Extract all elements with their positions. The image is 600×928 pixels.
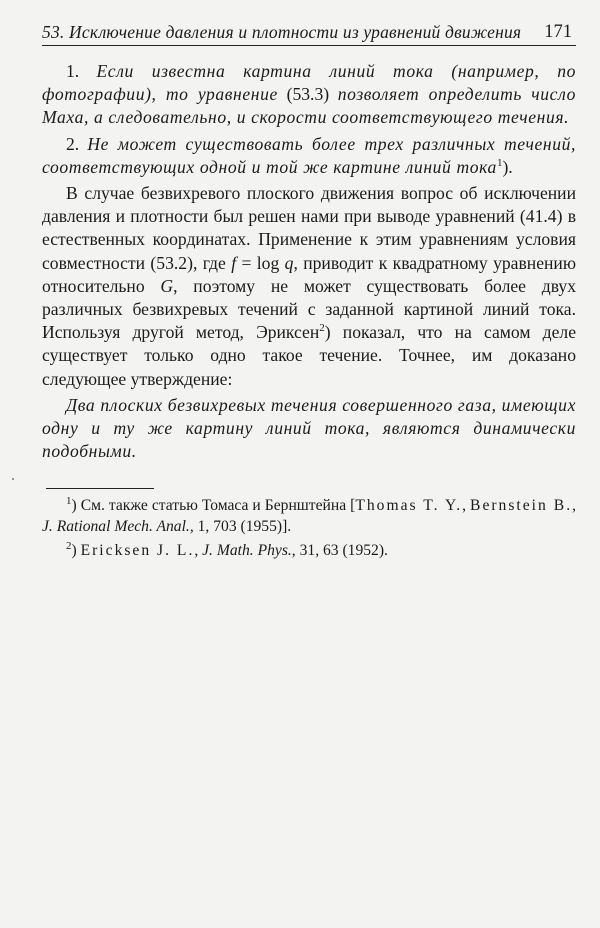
- footnote-1: [42, 495, 576, 537]
- footnote-ref-2[interactable]: 2: [319, 322, 325, 335]
- p2-end: ).: [502, 156, 513, 177]
- fn2-journal: J. Math. Phys.: [202, 542, 292, 560]
- p1-italic-b: позволяет определить число Маха, а следовательно, и скорости соответствующего течения.: [42, 84, 576, 128]
- fn2-text-c: , 31, 63 (1952).: [291, 542, 388, 560]
- fn2-author-ericksen: Ericksen J. L.: [80, 542, 195, 560]
- fn1-author-bernstein: Bernstein B.: [470, 497, 573, 515]
- equation-ref: (53.3): [277, 84, 338, 105]
- footnote-2: [42, 540, 576, 561]
- main-text: [42, 60, 576, 561]
- fn2-text-a: ): [71, 542, 81, 560]
- p1-italic-a: Если известна картина линий тока (например, по фотографии), то уравнение: [42, 61, 577, 105]
- running-header: [42, 14, 576, 46]
- math-f: f: [231, 252, 237, 273]
- margin-speck: [12, 478, 14, 480]
- footnote-mark-2: 2: [66, 540, 72, 553]
- paragraph-1: [42, 60, 576, 130]
- fn1-author-thomas: Thomas T. Y.: [355, 497, 463, 515]
- fn1-text-c: , 1, 703 (1955)].: [189, 518, 292, 536]
- paragraph-2: [42, 133, 576, 179]
- p3-text-c: , поэтому не может существовать более двух различных безвихревых течений с заданной картиной линий тока. Используя другой метод, Эриксен: [42, 275, 576, 343]
- page-number: 171: [544, 22, 572, 42]
- p2-italic: Не может существовать более трех различных течений, соответствующих одной и той же картине линий тока: [42, 133, 576, 177]
- math-q: q: [284, 252, 294, 273]
- item-number-1: 1.: [66, 61, 97, 81]
- theorem-statement: Два плоских безвихревых течения совершенного газа, имеющих одну и ту же картину линий тока, являются динамически подобными.: [42, 394, 576, 462]
- fn2-text-b: ,: [194, 542, 203, 560]
- footnote-separator: [46, 488, 154, 489]
- p3-text-d: ) показал, что на самом деле существует только одно такое течение. Точнее, им доказано следующее утверждение:: [42, 322, 576, 389]
- footnotes: [42, 495, 576, 561]
- p3-text-a: В случае безвихревого плоского движения вопрос об исключении давления и плотности был решен нами при выводе уравнений (41.4) в естественных координатах. Применение к этим уравнениям условия совместности (53.2), где: [42, 183, 576, 273]
- footnote-mark-1: 1: [66, 495, 72, 508]
- fn1-sep: ,: [462, 497, 471, 515]
- math-G: G: [160, 275, 174, 296]
- p3-text-b: , приводит к квадратному уравнению относительно: [42, 252, 576, 296]
- fn1-journal: J. Rational Mech. Anal.: [42, 518, 190, 536]
- item-number-2: 2.: [66, 133, 88, 154]
- paragraph-3: [42, 182, 576, 391]
- fn1-text-a: ) См. также статью Томаса и Бернштейна [: [71, 497, 356, 515]
- math-eq: = log: [236, 252, 285, 273]
- fn1-text-b: ,: [572, 497, 577, 515]
- footnote-ref-1[interactable]: 1: [496, 156, 503, 169]
- running-title: 53. Исключение давления и плотности из уравнений движения: [42, 22, 522, 42]
